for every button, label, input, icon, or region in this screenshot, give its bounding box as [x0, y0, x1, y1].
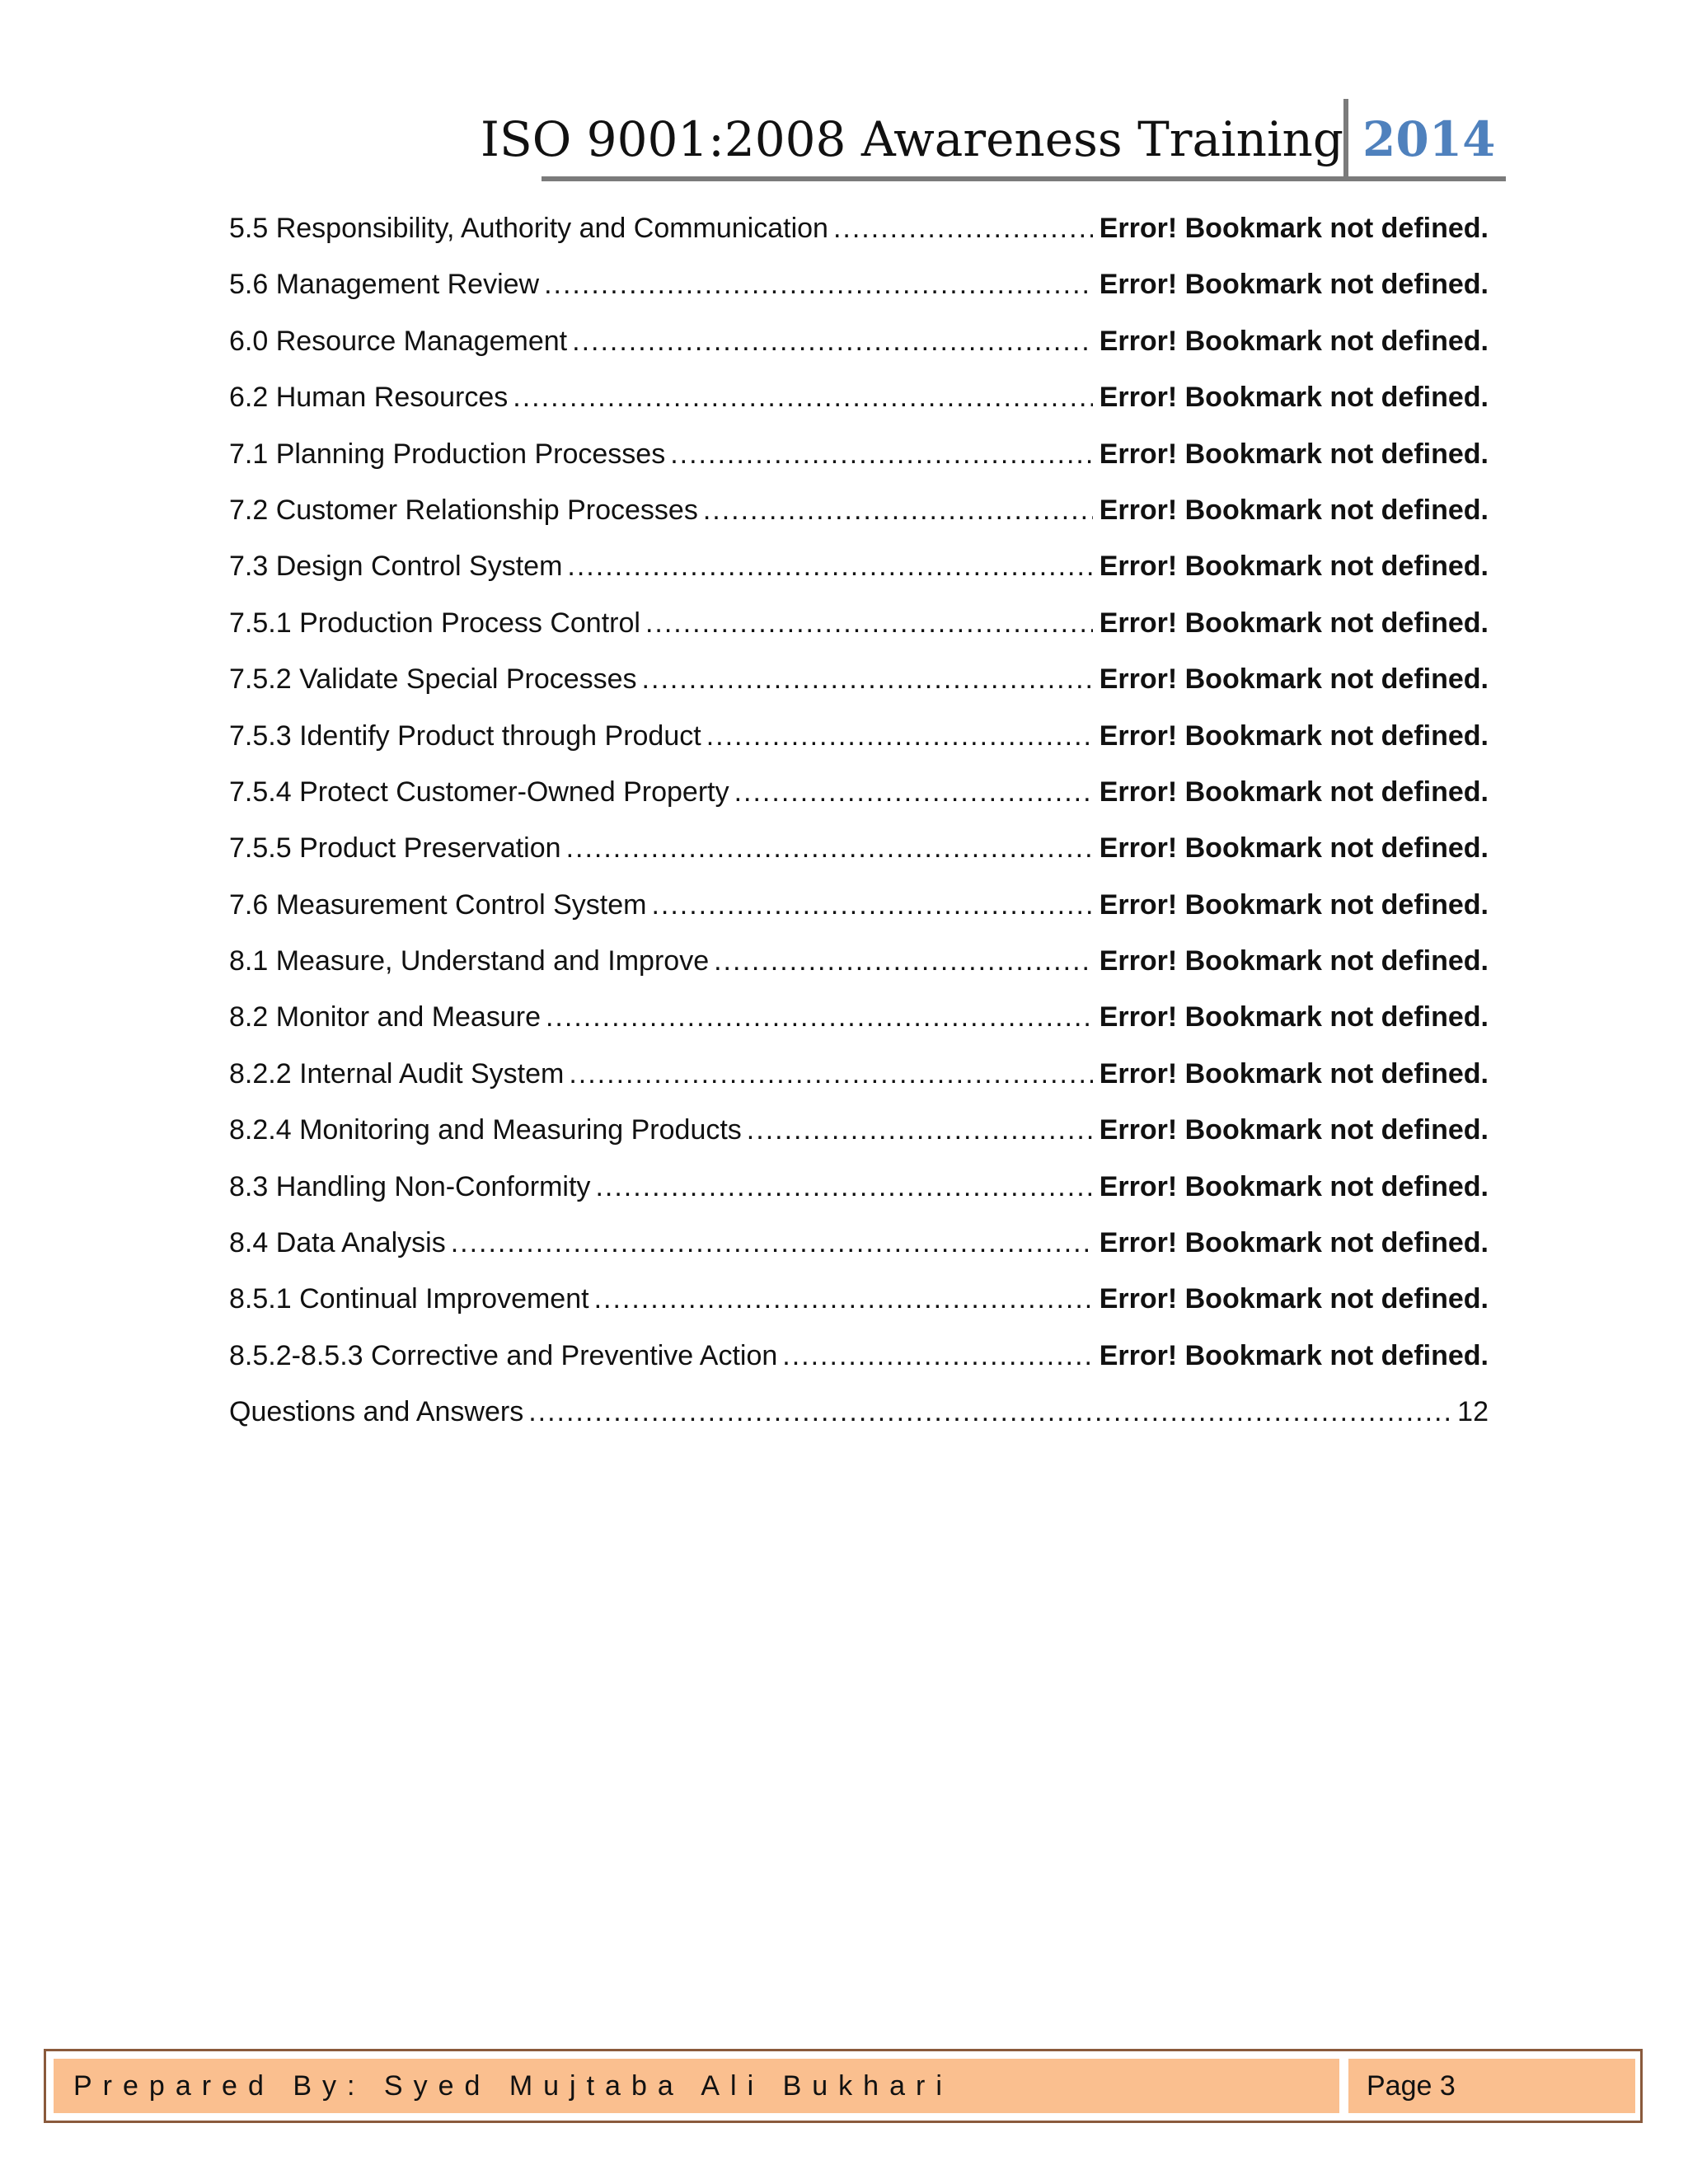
- toc-leader-dots: [566, 832, 1093, 865]
- toc-entry[interactable]: [229, 494, 1489, 551]
- toc-entry-label: Questions and Answers: [229, 1396, 524, 1428]
- toc-entry-label: 7.1 Planning Production Processes: [229, 438, 666, 470]
- toc-entry[interactable]: [229, 1340, 1489, 1396]
- toc-entry-page: Error! Bookmark not defined.: [1099, 776, 1489, 808]
- toc-entry-label: 5.5 Responsibility, Authority and Communication: [229, 213, 828, 244]
- toc-leader-dots: [782, 1340, 1092, 1372]
- toc-entry-page: Error! Bookmark not defined.: [1099, 269, 1489, 301]
- toc-entry[interactable]: [229, 607, 1489, 663]
- page-footer: [44, 2049, 1643, 2123]
- toc-entry[interactable]: [229, 269, 1489, 325]
- toc-entry-label: 6.0 Resource Management: [229, 325, 568, 357]
- toc-entry-page: Error! Bookmark not defined.: [1099, 1114, 1489, 1146]
- toc-entry-label: 8.2.4 Monitoring and Measuring Products: [229, 1114, 742, 1146]
- toc-entry[interactable]: [229, 663, 1489, 719]
- toc-entry-label: 7.2 Customer Relationship Processes: [229, 494, 698, 526]
- toc-entry-label: 7.5.4 Protect Customer-Owned Property: [229, 776, 729, 808]
- toc-entry-label: 7.3 Design Control System: [229, 551, 563, 583]
- toc-entry-label: 7.6 Measurement Control System: [229, 888, 647, 921]
- toc-entry[interactable]: [229, 1396, 1489, 1452]
- toc-leader-dots: [594, 1283, 1093, 1315]
- toc-entry-page: Error! Bookmark not defined.: [1099, 325, 1489, 357]
- document-title: ISO 9001:2008 Awareness Training: [481, 111, 1343, 167]
- toc-leader-dots: [572, 326, 1093, 358]
- toc-leader-dots: [569, 1058, 1092, 1090]
- toc-leader-dots: [642, 663, 1093, 696]
- toc-entry[interactable]: [229, 720, 1489, 776]
- toc-entry-page: Error! Bookmark not defined.: [1099, 1057, 1489, 1090]
- document-year: 2014: [1362, 111, 1496, 167]
- header-rule: [542, 176, 1506, 181]
- toc-entry-page: 12: [1457, 1396, 1489, 1428]
- toc-leader-dots: [734, 776, 1093, 808]
- footer-author-cell: [54, 2059, 1339, 2113]
- toc-leader-dots: [513, 382, 1092, 414]
- toc-entry[interactable]: [229, 945, 1489, 1001]
- toc-leader-dots: [567, 551, 1092, 583]
- prepared-by-text: Prepared By: Syed Mujtaba Ali Bukhari: [73, 2070, 953, 2102]
- toc-entry-page: Error! Bookmark not defined.: [1099, 832, 1489, 865]
- toc-entry-page: Error! Bookmark not defined.: [1099, 438, 1489, 470]
- toc-leader-dots: [451, 1227, 1093, 1259]
- toc-entry-page: Error! Bookmark not defined.: [1099, 551, 1489, 583]
- toc-entry-label: 8.5.1 Continual Improvement: [229, 1283, 589, 1315]
- toc-leader-dots: [528, 1396, 1451, 1428]
- toc-entry-label: 7.5.2 Validate Special Processes: [229, 663, 637, 696]
- table-of-contents: [229, 213, 1489, 1453]
- toc-leader-dots: [714, 945, 1093, 977]
- toc-entry-page: Error! Bookmark not defined.: [1099, 494, 1489, 526]
- toc-leader-dots: [670, 438, 1093, 471]
- toc-leader-dots: [703, 494, 1093, 527]
- toc-entry[interactable]: [229, 551, 1489, 607]
- toc-entry-label: 7.5.5 Product Preservation: [229, 832, 561, 865]
- toc-entry-label: 8.5.2-8.5.3 Corrective and Preventive Action: [229, 1339, 778, 1371]
- toc-leader-dots: [651, 889, 1092, 921]
- toc-entry-page: Error! Bookmark not defined.: [1099, 945, 1489, 977]
- toc-entry-page: Error! Bookmark not defined.: [1099, 1001, 1489, 1033]
- toc-entry-label: 6.2 Human Resources: [229, 382, 509, 414]
- toc-entry-page: Error! Bookmark not defined.: [1099, 213, 1489, 244]
- toc-leader-dots: [706, 720, 1093, 752]
- toc-leader-dots: [595, 1171, 1092, 1203]
- toc-leader-dots: [833, 213, 1093, 245]
- toc-entry-page: Error! Bookmark not defined.: [1099, 1339, 1489, 1371]
- toc-entry-label: 5.6 Management Review: [229, 269, 540, 301]
- toc-entry[interactable]: [229, 382, 1489, 438]
- toc-entry-label: 8.2.2 Internal Audit System: [229, 1057, 565, 1090]
- header-separator: [1343, 99, 1348, 180]
- toc-entry-label: 8.3 Handling Non-Conformity: [229, 1170, 591, 1202]
- page-number: Page 3: [1367, 2070, 1456, 2102]
- toc-entry[interactable]: [229, 326, 1489, 382]
- toc-leader-dots: [645, 607, 1093, 640]
- toc-entry[interactable]: [229, 776, 1489, 832]
- toc-entry-label: 8.4 Data Analysis: [229, 1227, 446, 1259]
- toc-entry-label: 7.5.3 Identify Product through Product: [229, 719, 701, 752]
- toc-entry-page: Error! Bookmark not defined.: [1099, 663, 1489, 696]
- footer-page-cell: [1348, 2059, 1635, 2113]
- toc-entry[interactable]: [229, 213, 1489, 269]
- toc-entry[interactable]: [229, 1114, 1489, 1170]
- toc-entry[interactable]: [229, 832, 1489, 888]
- toc-leader-dots: [544, 269, 1093, 301]
- toc-entry-label: 8.2 Monitor and Measure: [229, 1001, 541, 1033]
- toc-entry-page: Error! Bookmark not defined.: [1099, 719, 1489, 752]
- toc-entry[interactable]: [229, 889, 1489, 945]
- page-header: [481, 99, 1506, 181]
- toc-entry-page: Error! Bookmark not defined.: [1099, 1227, 1489, 1259]
- toc-entry[interactable]: [229, 1001, 1489, 1057]
- toc-entry-page: Error! Bookmark not defined.: [1099, 888, 1489, 921]
- toc-entry-label: 8.1 Measure, Understand and Improve: [229, 945, 710, 977]
- toc-entry[interactable]: [229, 1171, 1489, 1227]
- toc-entry-page: Error! Bookmark not defined.: [1099, 1283, 1489, 1315]
- toc-entry-page: Error! Bookmark not defined.: [1099, 1170, 1489, 1202]
- toc-leader-dots: [747, 1114, 1093, 1146]
- toc-entry-page: Error! Bookmark not defined.: [1099, 382, 1489, 414]
- toc-entry[interactable]: [229, 1283, 1489, 1339]
- toc-entry-page: Error! Bookmark not defined.: [1099, 607, 1489, 639]
- toc-entry[interactable]: [229, 1058, 1489, 1114]
- toc-entry[interactable]: [229, 438, 1489, 494]
- toc-entry[interactable]: [229, 1227, 1489, 1283]
- toc-leader-dots: [546, 1001, 1093, 1033]
- toc-entry-label: 7.5.1 Production Process Control: [229, 607, 640, 639]
